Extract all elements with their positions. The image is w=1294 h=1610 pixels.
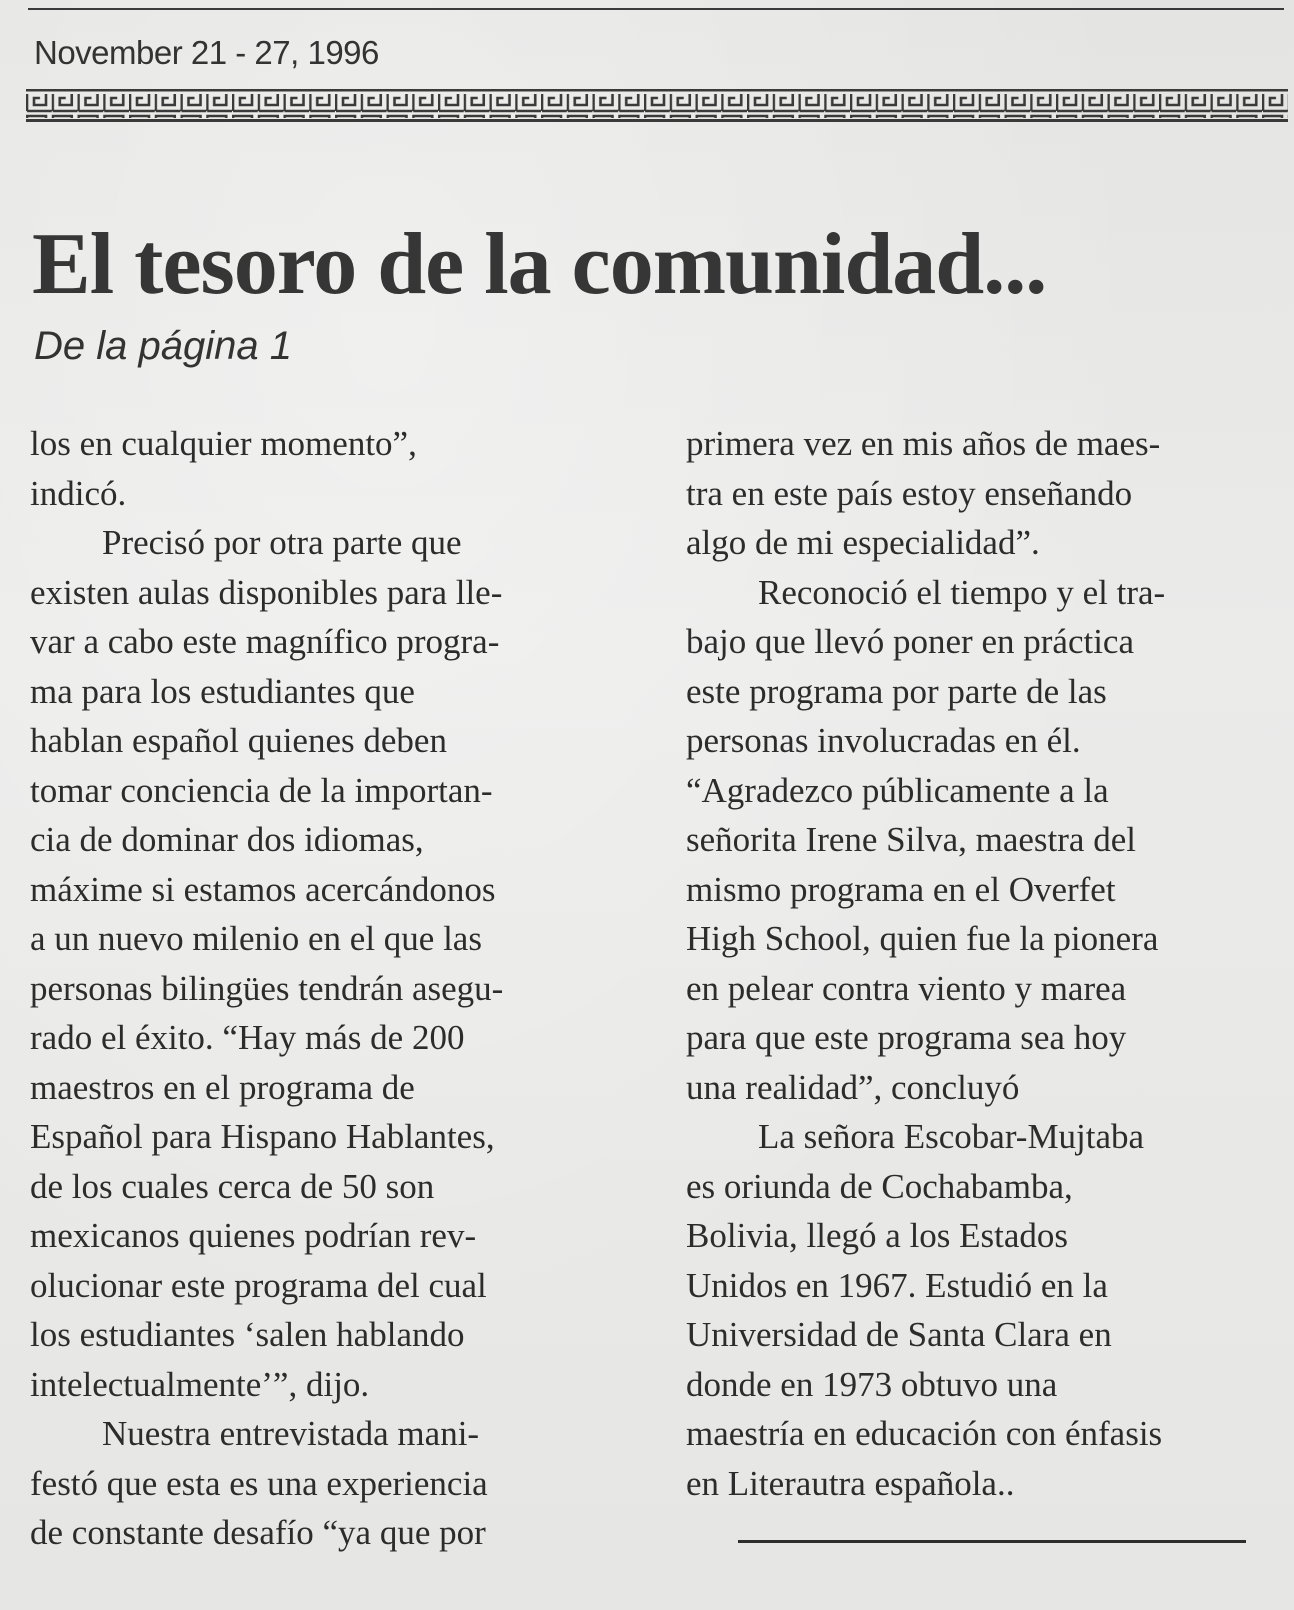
text-line: mismo programa en el Overfet [686, 869, 1116, 909]
continued-from-line: De la página 1 [34, 324, 292, 368]
text-line: existen aulas disponibles para lle- [30, 572, 503, 612]
article-column-right [686, 419, 1294, 1508]
text-line: var a cabo este magnífico progra- [30, 622, 500, 661]
text-line: señorita Irene Silva, maestra del [686, 820, 1136, 859]
text-line: ma para los estudiantes que [30, 671, 415, 711]
text-line: de constante desafío “ya que por [30, 1513, 486, 1552]
issue-date: November 21 - 27, 1996 [34, 34, 379, 71]
text-line: a un nuevo milenio en el que las [30, 919, 482, 958]
text-line: Español para Hispano Hablantes, [30, 1117, 495, 1156]
text-line: intelectualmente’”, dijo. [30, 1364, 370, 1404]
text-line: de los cuales cerca de 50 son [30, 1166, 435, 1206]
text-line: en pelear contra viento y marea [686, 968, 1127, 1008]
text-line: este programa por parte de las [686, 671, 1107, 711]
text-line: Unidos en 1967. Estudió en la [686, 1265, 1108, 1305]
article-end-rule [738, 1540, 1246, 1543]
text-line: olucionar este programa del cual [30, 1265, 487, 1305]
text-line: cia de dominar dos idiomas, [30, 820, 424, 859]
text-line: festó que esta es una experiencia [30, 1463, 488, 1503]
text-line: personas bilingües tendrán asegu- [30, 968, 504, 1008]
text-line: bajo que llevó poner en práctica [686, 622, 1134, 661]
text-line: personas involucradas en él. [686, 721, 1081, 760]
text-line: algo de mi especialidad”. [686, 523, 1040, 562]
text-line: mexicanos quienes podrían rev- [30, 1216, 477, 1255]
article-column-left [30, 419, 642, 1558]
greek-key-border [26, 89, 1288, 125]
text-line: “Agradezco públicamente a la [686, 770, 1109, 810]
text-line: primera vez en mis años de maes- [686, 424, 1161, 463]
top-rule [28, 8, 1284, 10]
text-line: para que este programa sea hoy [686, 1018, 1127, 1057]
text-line: High School, quien fue la pionera [686, 919, 1159, 958]
text-line: tomar conciencia de la importan- [30, 770, 493, 810]
text-line: Reconoció el tiempo y el tra- [758, 572, 1166, 612]
text-line: los en cualquier momento”, [30, 424, 417, 463]
text-line: Bolivia, llegó a los Estados [686, 1216, 1069, 1255]
text-line: rado el éxito. “Hay más de 200 [30, 1018, 465, 1057]
headline: El tesoro de la comunidad... [32, 216, 1047, 313]
text-line: máxime si estamos acercándonos [30, 869, 496, 909]
text-line: en Literautra española.. [686, 1463, 1015, 1503]
text-line: La señora Escobar-Mujtaba [758, 1117, 1145, 1156]
text-line: los estudiantes ‘salen hablando [30, 1315, 465, 1354]
text-line: maestros en el programa de [30, 1067, 415, 1107]
text-line: Universidad de Santa Clara en [686, 1315, 1112, 1354]
text-line: maestría en educación con énfasis [686, 1414, 1163, 1453]
text-line: es oriunda de Cochabamba, [686, 1166, 1073, 1206]
text-line: Nuestra entrevistada mani- [102, 1414, 480, 1453]
text-line: donde en 1973 obtuvo una [686, 1364, 1058, 1404]
text-line: hablan español quienes deben [30, 721, 447, 760]
text-line: una realidad”, concluyó [686, 1067, 1020, 1107]
text-line: tra en este país estoy enseñando [686, 473, 1133, 513]
text-line: indicó. [30, 473, 127, 513]
text-line: Precisó por otra parte que [102, 523, 462, 562]
